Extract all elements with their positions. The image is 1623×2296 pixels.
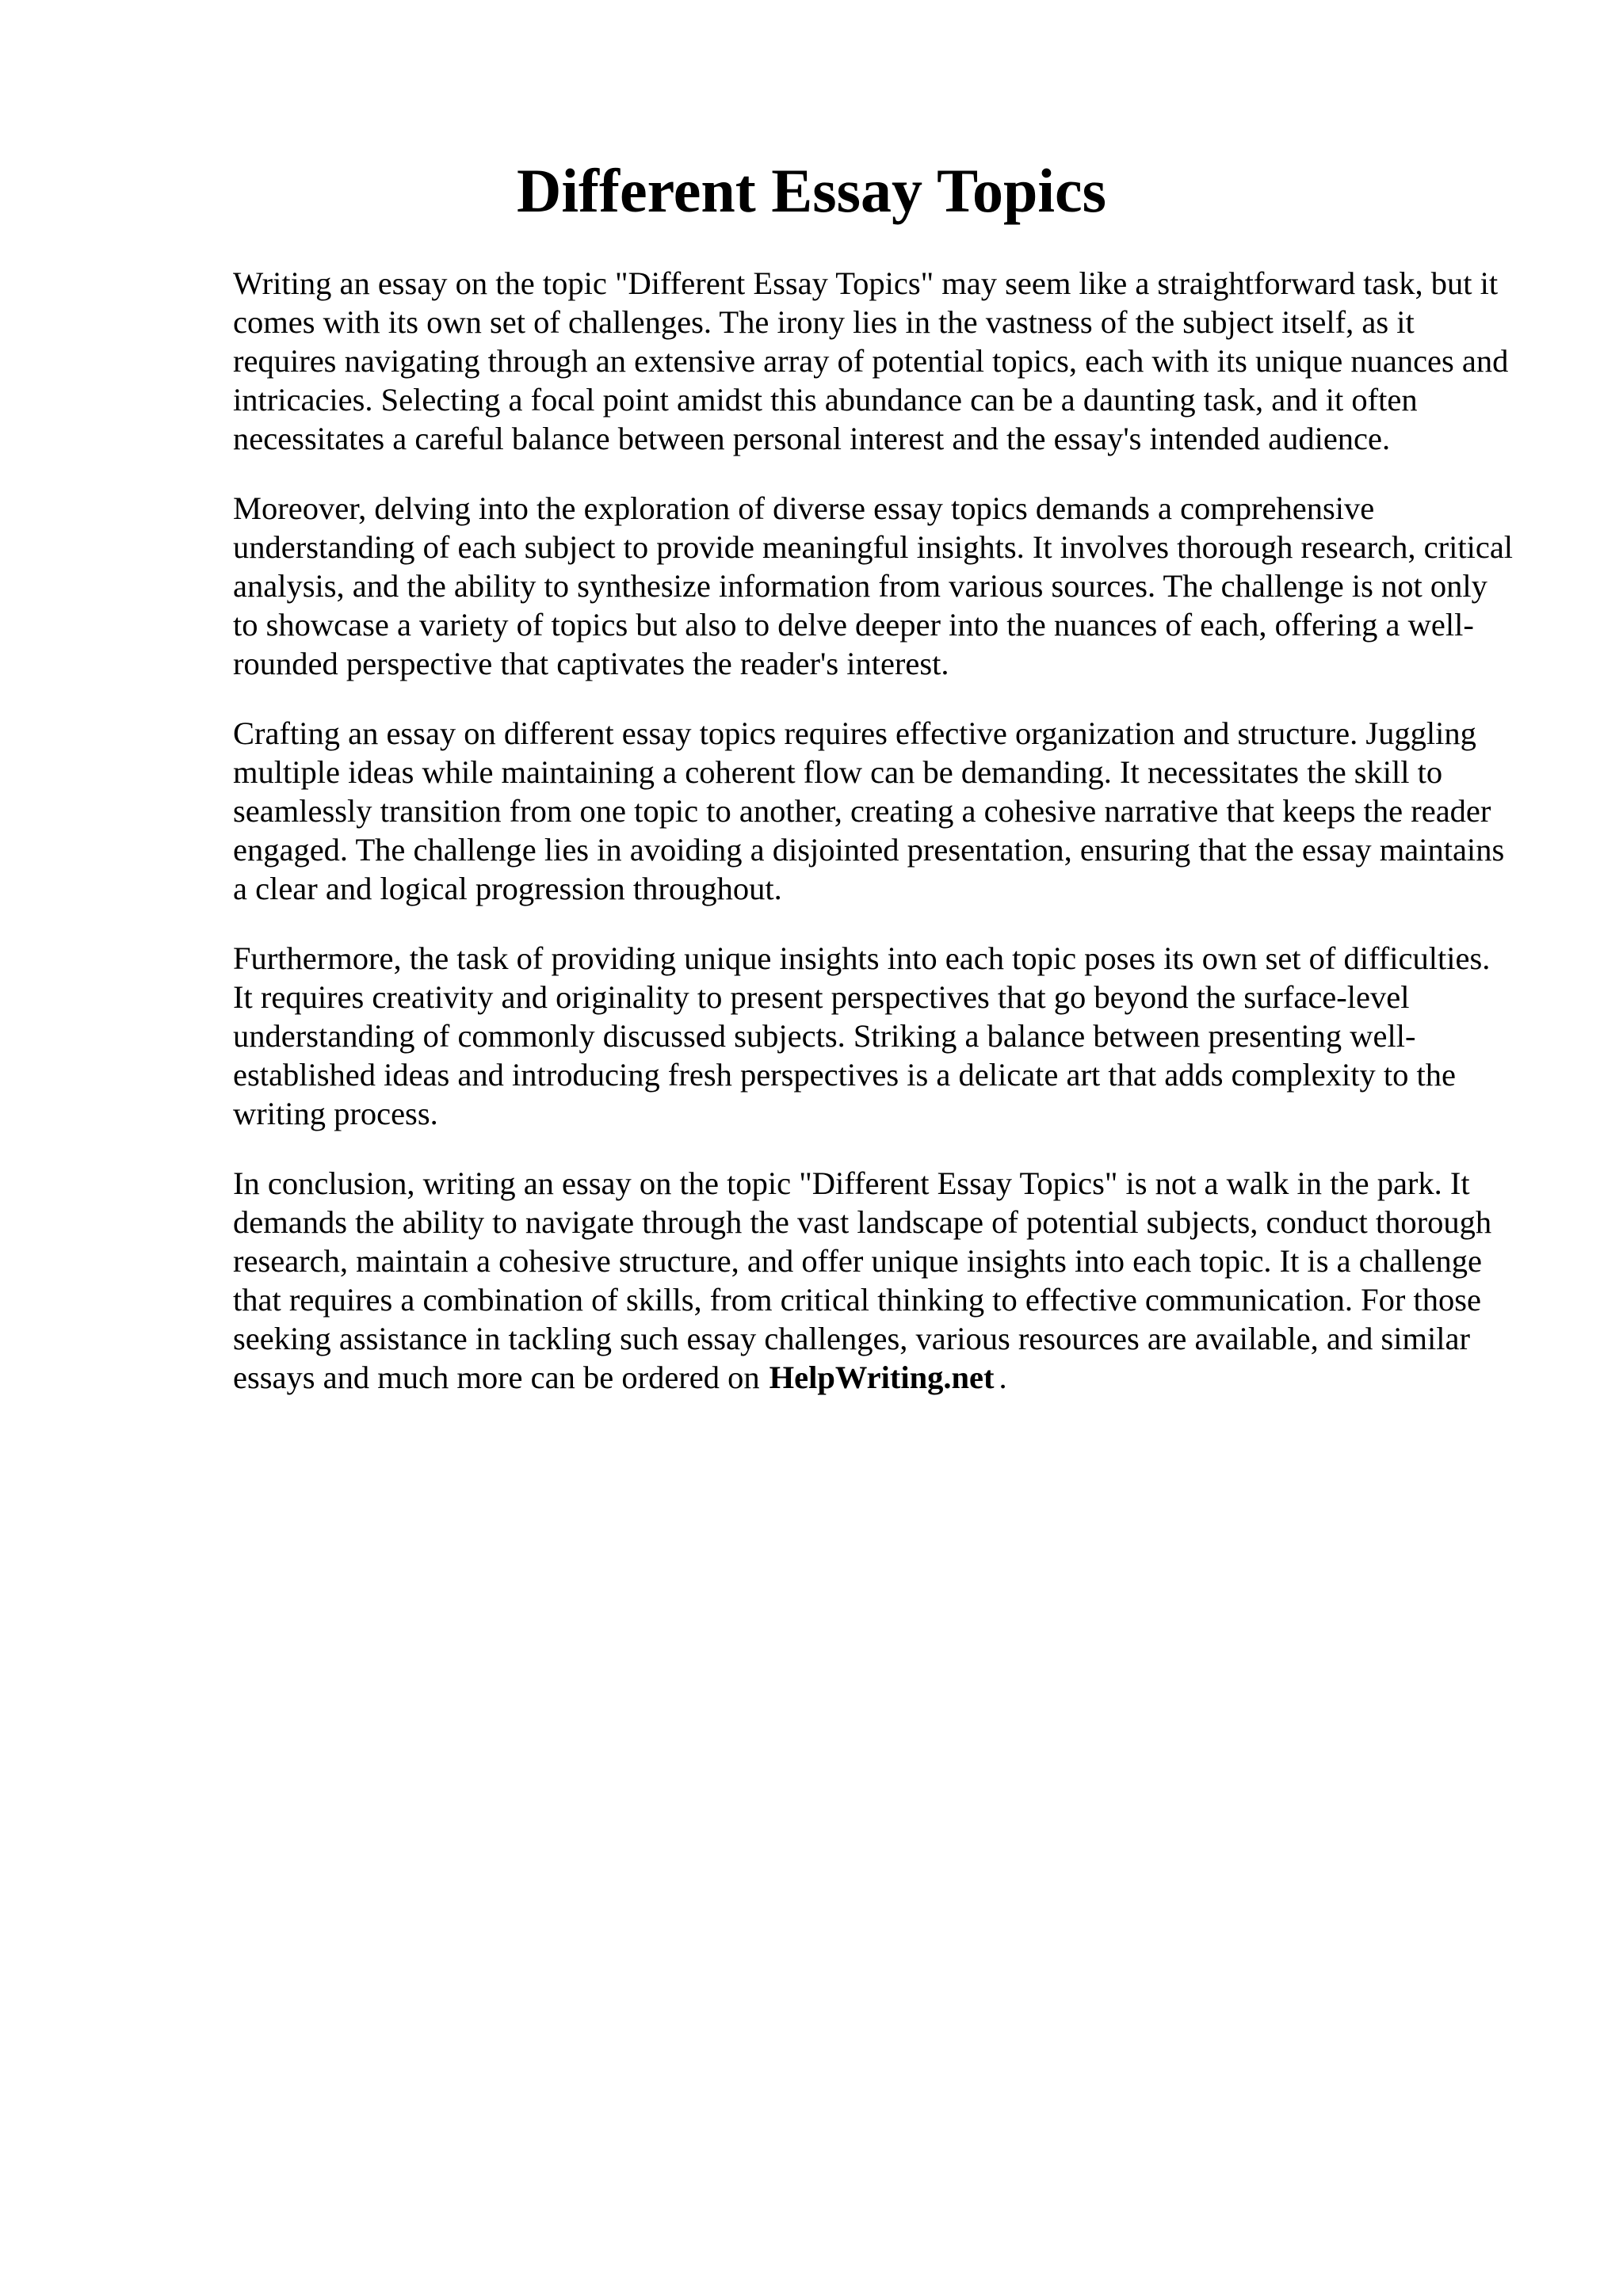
conclusion-end-punct: . (999, 1360, 1007, 1395)
paragraph-3: Crafting an essay on different essay topics requires effective organization and structure. Juggling multiple ideas while maintaining a coherent flow can be demanding. It necessitates the skill to seamlessly transition from one topic to another, creating a cohesive narrative that keeps the reader engaged. The challenge lies in avoiding a disjointed presentation, ensuring that the essay maintains a clear and logical progression throughout. (233, 715, 1505, 906)
helpwriting-link[interactable]: HelpWriting.net (769, 1360, 995, 1395)
paragraph-4: Furthermore, the task of providing unique insights into each topic poses its own set of difficulties. It requires creativity and originality to present perspectives that go beyond the surface-level understanding of commonly discussed subjects. Striking a balance between presenting well-established ideas and introducing fresh perspectives is a delicate art that adds complexity to the writing process. (233, 940, 1491, 1131)
paragraph-2: Moreover, delving into the exploration of diverse essay topics demands a comprehensive understanding of each subject to provide meaningful insights. It involves thorough research, critical analysis, and the ability to synthesize information from various sources. The challenge is not only to showcase a variety of topics but also to delve deeper into the nuances of each, offering a well-rounded perspective that captivates the reader's interest. (233, 490, 1514, 681)
paragraph-conclusion (233, 1164, 1517, 1397)
conclusion-text: In conclusion, writing an essay on the topic "Different Essay Topics" is not a walk in the park. It demands the ability to navigate through the vast landscape of potential subjects, conduct thorough research, maintain a cohesive structure, and offer unique insights into each topic. It is a challenge that requires a combination of skills, from critical thinking to effective communication. For those seeking assistance in tackling such essay challenges, various resources are available, and similar essays and much more can be ordered on (233, 1165, 1492, 1395)
paragraph-1: Writing an essay on the topic "Different Essay Topics" may seem like a straightforward task, but it comes with its own set of challenges. The irony lies in the vastness of the subject itself, as it requires navigating through an extensive array of potential topics, each with its unique nuances and intricacies. Selecting a focal point amidst this abundance can be a daunting task, and it often necessitates a careful balance between personal interest and the essay's intended audience. (233, 265, 1509, 456)
essay-body (233, 264, 1517, 1428)
page-title: Different Essay Topics (517, 156, 1106, 225)
